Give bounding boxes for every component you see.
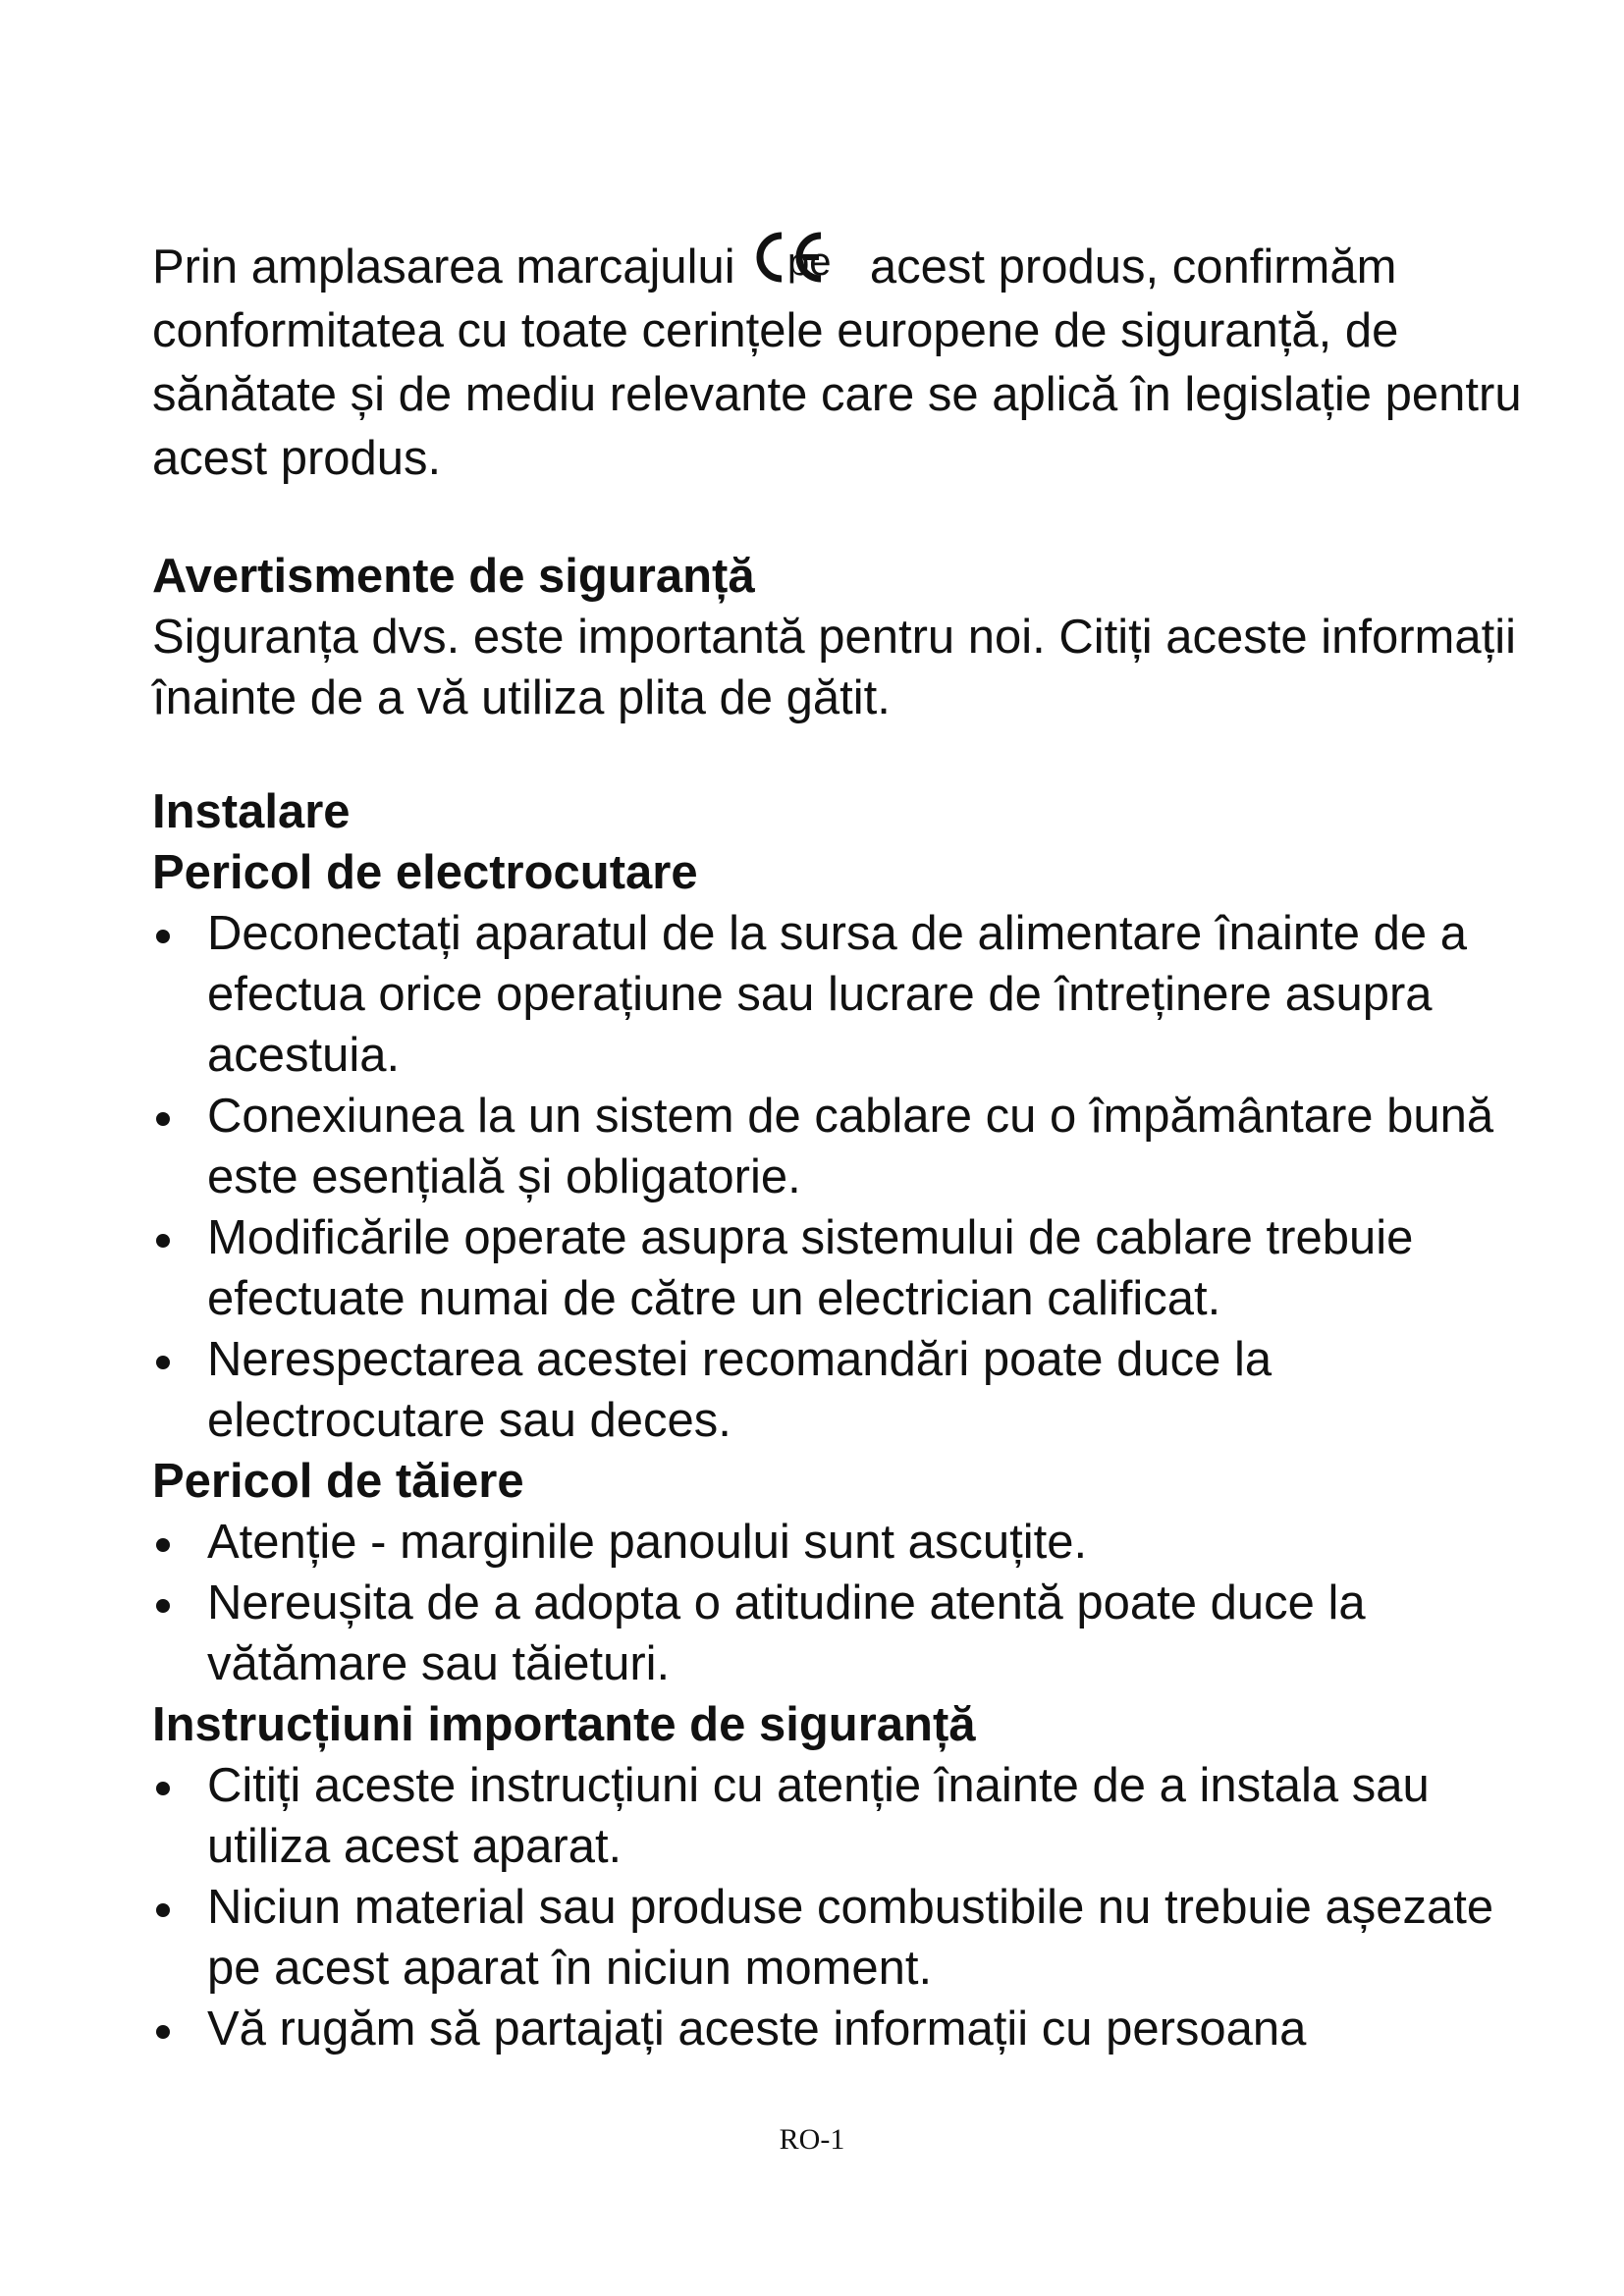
list-item — [152, 903, 1546, 1086]
bullet-icon — [156, 1538, 170, 1552]
bullet-icon — [156, 1112, 170, 1126]
list-item — [152, 1512, 1546, 1573]
ce-intro-paragraph — [152, 228, 1546, 491]
ce-mark-icon — [752, 228, 854, 287]
list-item-text: Deconectați aparatul de la sursa de alimentare înainte de a efectua orice operațiune sau lucrare de întreținere asupra acestuia. — [207, 907, 1467, 1082]
bullet-icon — [156, 1782, 170, 1795]
list-item — [152, 1999, 1546, 2059]
list-item-text: Conexiunea la un sistem de cablare cu o împământare bună este esențială și obligatorie. — [207, 1090, 1494, 1203]
list-item — [152, 1086, 1546, 1207]
cutting-heading: Pericol de tăiere — [152, 1455, 524, 1508]
bullet-icon — [156, 1599, 170, 1613]
list-item-text: Niciun material sau produse combustibile nu trebuie așezate pe acest aparat în niciun moment. — [207, 1881, 1494, 1995]
bullet-icon — [156, 1234, 170, 1248]
list-item-text: Vă rugăm să partajați aceste informații cu persoana — [207, 2002, 1307, 2056]
bullet-icon — [156, 2025, 170, 2039]
list-item-text: Atenție - marginile panoului sunt ascuțite. — [207, 1516, 1088, 1569]
ce-mark-overlap-text: pe — [787, 240, 832, 284]
electrocution-list — [152, 903, 1546, 1451]
list-item-text: Nerespectarea acestei recomandări poate duce la electrocutare sau deces. — [207, 1333, 1272, 1447]
cutting-list — [152, 1512, 1546, 1694]
intro-text-rest: confirmăm conformitatea cu toate cerințele europene de siguranță, de sănătate și de mediu relevante care se aplică în legislație pentru acest produs. — [152, 240, 1522, 485]
list-item-text: Citiți aceste instrucțiuni cu atenție înainte de a instala sau utiliza acest aparat. — [207, 1759, 1430, 1873]
important-instructions-heading: Instrucțiuni importante de siguranță — [152, 1698, 976, 1751]
intro-text-before-mark: Prin amplasarea marcajului — [152, 240, 749, 294]
electrocution-heading: Pericol de electrocutare — [152, 846, 698, 899]
safety-warnings-heading: Avertismente de siguranță — [152, 550, 755, 603]
list-item-text: Nereușita de a adopta o atitudine atentă poate duce la vătămare sau tăieturi. — [207, 1576, 1366, 1690]
bullet-icon — [156, 930, 170, 943]
intro-text-after-mark: acest produs, — [856, 240, 1160, 294]
list-item — [152, 1877, 1546, 1999]
important-instructions-list — [152, 1755, 1546, 2059]
page-number: RO-1 — [779, 2123, 845, 2156]
safety-warnings-text: Siguranța dvs. este importantă pentru noi. Citiți aceste informații înainte de a vă utiliza plita de gătit. — [152, 611, 1517, 724]
list-item — [152, 1207, 1546, 1329]
list-item — [152, 1755, 1546, 1877]
document-page — [152, 228, 1546, 2059]
list-item-text: Modificările operate asupra sistemului de cablare trebuie efectuate numai de către un electrician calificat. — [207, 1211, 1414, 1325]
bullet-icon — [156, 1356, 170, 1369]
list-item — [152, 1573, 1546, 1694]
installation-heading: Instalare — [152, 785, 351, 838]
bullet-icon — [156, 1903, 170, 1917]
list-item — [152, 1329, 1546, 1451]
